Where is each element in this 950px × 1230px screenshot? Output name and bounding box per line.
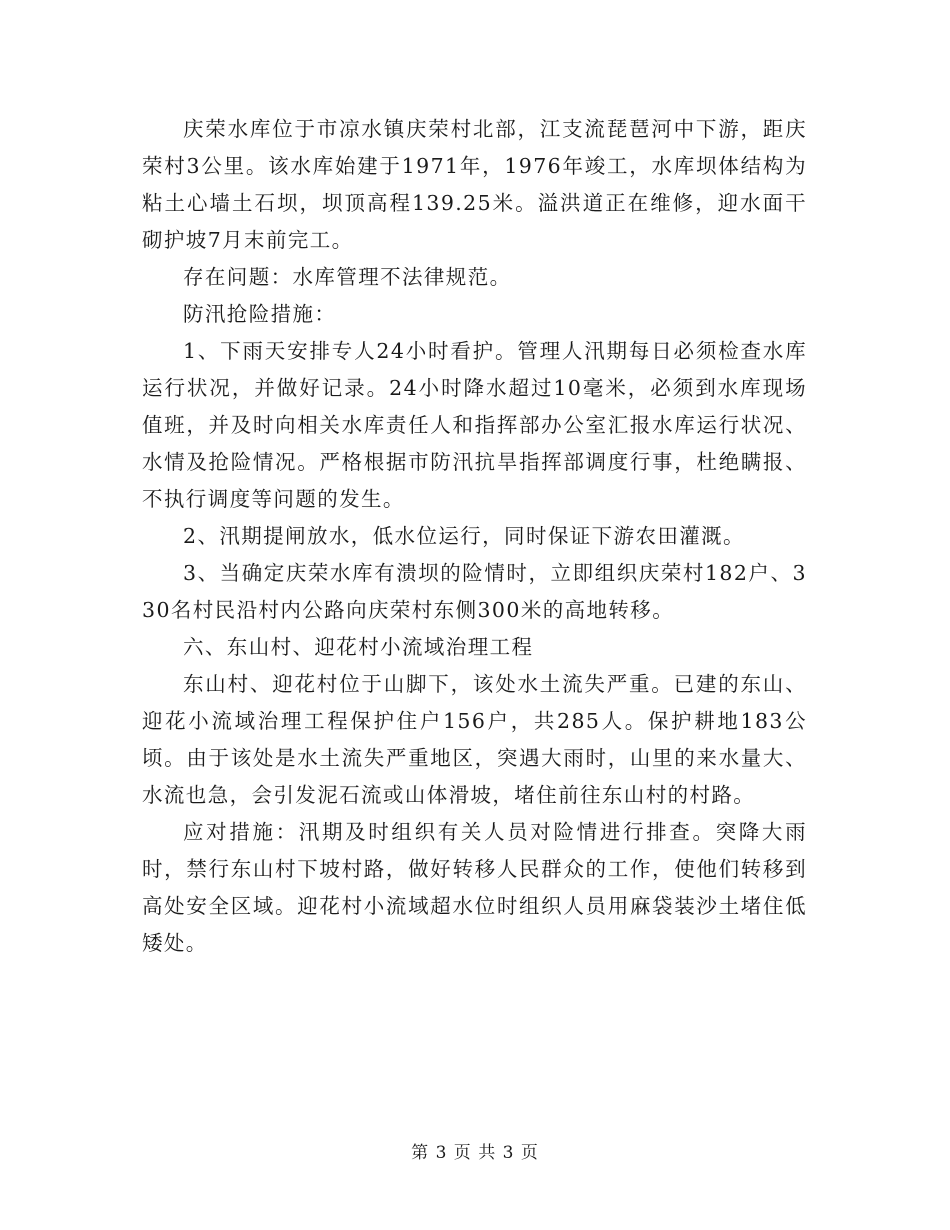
- paragraph-watershed-overview: 东山村、迎花村位于山脚下，该处水土流失严重。已建的东山、迎花小流域治理工程保护住户156户，共285人。保护耕地183公顷。由于该处是水土流失严重地区，突遇大雨时，山里的来水量大、水流也急，会引发泥石流或山体滑坡，堵住前往东山村的村路。: [142, 672, 807, 807]
- paragraph-existing-problems: 存在问题：水库管理不法律规范。: [183, 265, 512, 289]
- paragraph-reservoir-overview: 庆荣水库位于市凉水镇庆荣村北部，江支流琵琶河中下游，距庆荣村3公里。该水库始建于1971年，1976年竣工，水库坝体结构为粘土心墙土石坝，坝顶高程139.25米。溢洪道正在维修，迎水面干砌护坡7月末前完工。: [142, 117, 807, 252]
- page-number-footer: 第 3 页 共 3 页: [411, 1143, 539, 1163]
- paragraph-measure-2: 2、汛期提闸放水，低水位运行，同时保证下游农田灌溉。: [183, 524, 745, 548]
- section-heading-six: 六、东山村、迎花村小流域治理工程: [183, 635, 534, 659]
- paragraph-response-measures: 应对措施：汛期及时组织有关人员对险情进行排查。突降大雨时，禁行东山村下坡村路，做好转移人民群众的工作，使他们转移到高处安全区域。迎花村小流域超水位时组织人员用麻袋装沙土堵住低矮处。: [142, 820, 807, 955]
- paragraph-measure-1: 1、下雨天安排专人24小时看护。管理人汛期每日必须检查水库运行状况，并做好记录。24小时降水超过10毫米，必须到水库现场值班，并及时向相关水库责任人和指挥部办公室汇报水库运行状况、水情及抢险情况。严格根据市防汛抗旱指挥部调度行事，杜绝瞒报、不执行调度等问题的发生。: [142, 339, 807, 511]
- document-body: [142, 111, 807, 962]
- paragraph-measure-3: 3、当确定庆荣水库有溃坝的险情时，立即组织庆荣村182户、330名村民沿村内公路向庆荣村东侧300米的高地转移。: [142, 561, 807, 622]
- paragraph-flood-measures-heading: 防汛抢险措施：: [183, 302, 337, 326]
